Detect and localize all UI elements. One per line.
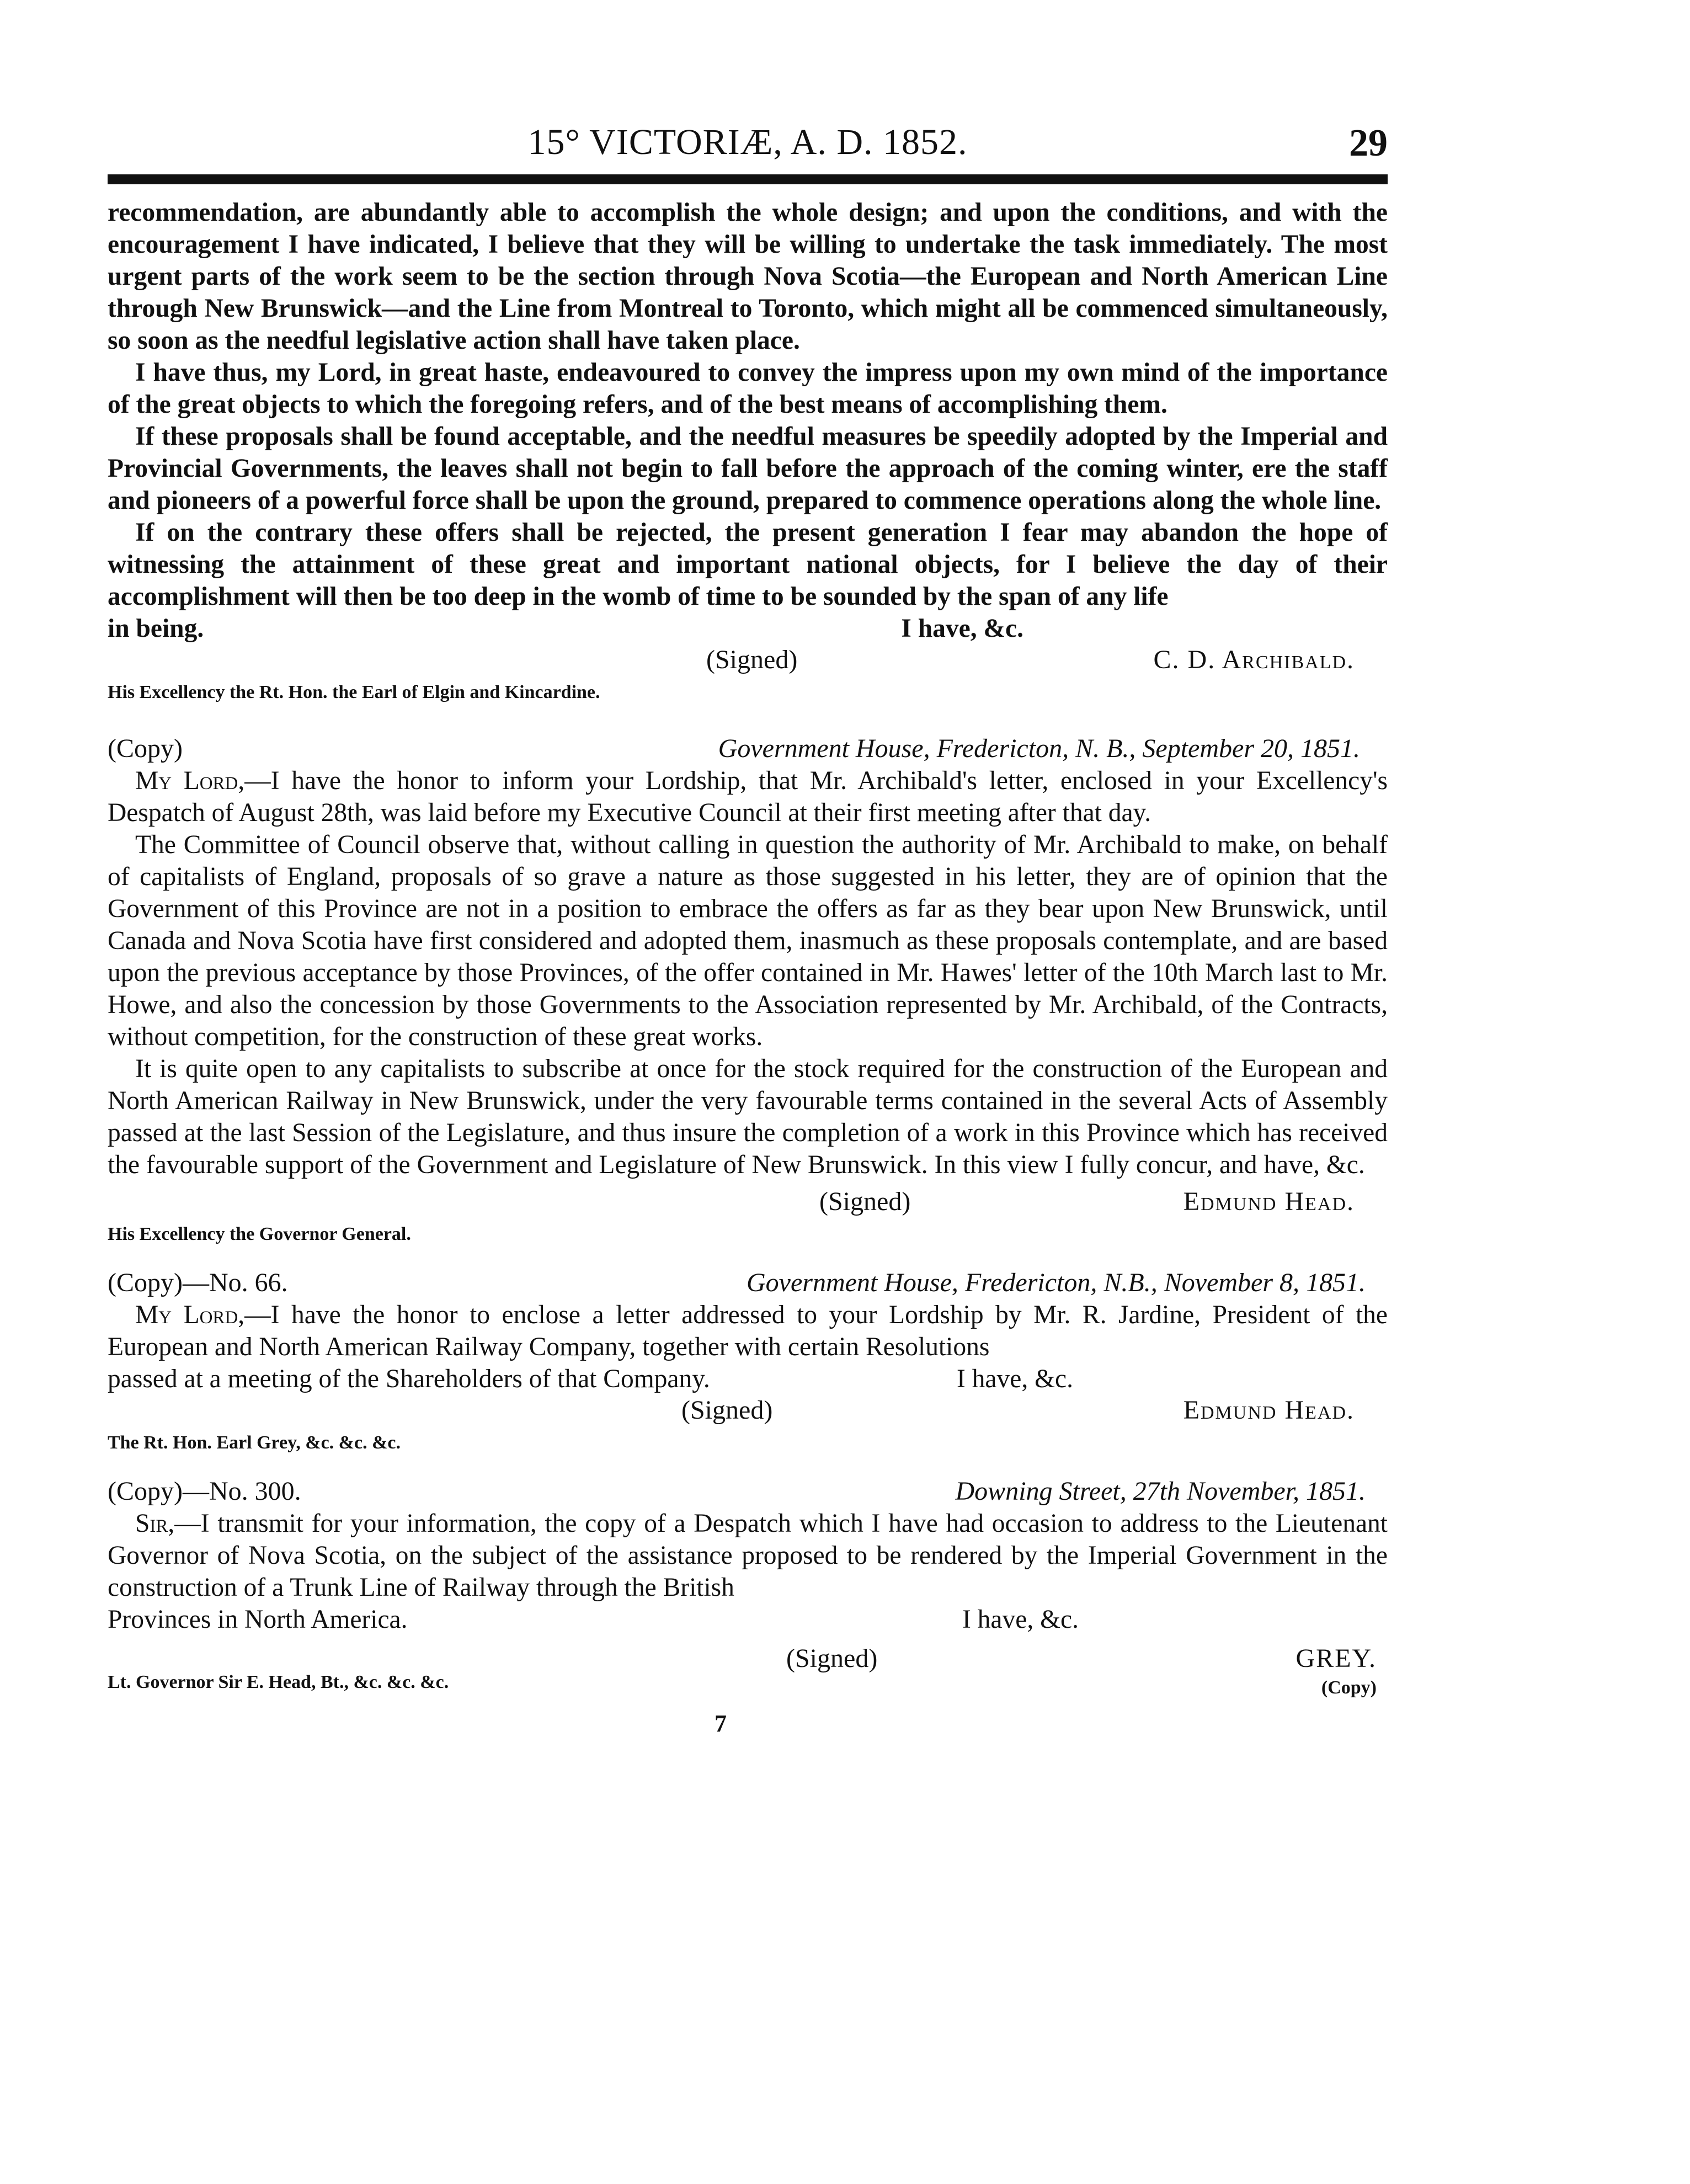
page-number: 29 <box>1349 122 1388 164</box>
signed-label: (Signed) <box>706 645 798 674</box>
signed-label: (Signed) <box>681 1395 773 1425</box>
place-date: Government House, Fredericton, N.B., November 8, 1851. <box>747 1268 1366 1297</box>
complimentary-close: I have, &c. <box>962 1605 1079 1634</box>
copy-heading <box>108 1475 1388 1508</box>
document-page <box>108 105 1388 1737</box>
copy-label: (Copy) <box>108 734 183 763</box>
closing-line <box>108 612 1388 644</box>
copy-label: (Copy)—No. 66. <box>108 1268 288 1297</box>
signer-name: Edmund Head. <box>1183 1187 1355 1216</box>
copy-label: (Copy)—No. 300. <box>108 1477 301 1506</box>
addressee: Lt. Governor Sir E. Head, Bt., &c. &c. &c. <box>108 1672 449 1692</box>
salutation: Sir, <box>135 1509 175 1538</box>
head-letter-2 <box>108 1299 1388 1395</box>
final-signature-row <box>108 1644 1388 1737</box>
archibald-letter <box>108 196 1388 644</box>
signed-label: (Signed) <box>819 1187 911 1216</box>
addressee: The Rt. Hon. Earl Grey, &c. &c. &c. <box>108 1432 401 1453</box>
header-rule <box>108 174 1388 184</box>
signature-row <box>108 644 1388 680</box>
addressee: His Excellency the Governor General. <box>108 1224 411 1244</box>
signer-name: C. D. Archibald. <box>1153 645 1355 674</box>
paragraph: If on the contrary these offers shall be rejected, the present generation I fear may abandon the hope of witnessing the attainment of these great and important national objects, for I believe the day of their accomplishment will then be too deep in the womb of time to be sounded by the span of any life <box>108 518 1388 611</box>
signature-row <box>108 1186 1388 1222</box>
complimentary-close: I have, &c. <box>956 1365 1073 1393</box>
signature-row <box>108 1395 1388 1430</box>
copy-heading <box>108 733 1388 765</box>
paragraph <box>108 765 1388 829</box>
copy-heading <box>108 1267 1388 1299</box>
paragraph: It is quite open to any capitalists to subscribe at once for the stock required for the construction of the European and North American Railway in New Brunswick, under the very favourable terms contained in the several Acts of Assembly passed at the last Session of the Legislature, and thus insure the completion of a work in this Province which has received the favourable support of the Government and Legislature of New Brunswick. In this view I fully concur, and have, &c. <box>108 1054 1388 1179</box>
grey-letter <box>108 1508 1388 1636</box>
paragraph: The Committee of Council observe that, without calling in question the authority of Mr. Archibald to make, on behalf of capitalists of England, proposals of so grave a nature as those suggested in his letter, they are of opinion that the Government of this Province are not in a position to embrace the offers as far as they bear upon New Brunswick, until Canada and Nova Scotia have first considered and adopted them, inasmuch as these proposals contemplate, and are based upon the previous acceptance by those Provinces, of the offer contained in Mr. Hawes' letter of the 10th March last to Mr. Howe, and also the concession by those Governments to the Association represented by Mr. Archibald, of the Contracts, without competition, for the construction of these great works. <box>108 830 1388 1051</box>
closing-text: Provinces in North America. <box>108 1605 408 1634</box>
complimentary-close: I have, &c. <box>901 614 1023 643</box>
closing-text: passed at a meeting of the Shareholders of that Company. <box>108 1365 710 1393</box>
paragraph-text: —I have the honor to inform your Lordship, that Mr. Archibald's letter, enclosed in your Excellency's Despatch of August 28th, was laid before my Executive Council at their first meeting after that day. <box>108 766 1388 827</box>
head-letter-1 <box>108 765 1388 1181</box>
closing-line <box>108 1604 1388 1636</box>
paragraph <box>108 1508 1388 1604</box>
paragraph: I have thus, my Lord, in great haste, endeavoured to convey the impress upon my own mind of the importance of the great objects to which the foregoing refers, and of the best means of accomplishing them. <box>108 358 1388 419</box>
addressee: His Excellency the Rt. Hon. the Earl of Elgin and Kincardine. <box>108 682 600 702</box>
catchword: (Copy) <box>1321 1677 1377 1698</box>
signer-name: GREY. <box>1296 1644 1377 1673</box>
salutation: My Lord, <box>135 766 245 795</box>
paragraph-text: —I have the honor to enclose a letter addressed to your Lordship by Mr. R. Jardine, President of the European and North American Railway Company, together with certain Resolutions <box>108 1301 1388 1361</box>
paragraph-text: —I transmit for your information, the copy of a Despatch which I have had occasion to address to the Lieutenant Governor of Nova Scotia, on the subject of the assistance proposed to be rendered by the Imperial Government in the construction of a Trunk Line of Railway through the British <box>108 1509 1388 1602</box>
paragraph: If these proposals shall be found acceptable, and the needful measures be speedily adopted by the Imperial and Provincial Governments, the leaves shall not begin to fall before the approach of the coming winter, ere the staff and pioneers of a powerful force shall be upon the ground, prepared to commence operations along the whole line. <box>108 422 1388 515</box>
signed-label: (Signed) <box>786 1644 878 1673</box>
place-date: Government House, Fredericton, N. B., September 20, 1851. <box>718 734 1360 763</box>
salutation: My Lord, <box>135 1301 245 1329</box>
signature-mark: 7 <box>715 1710 727 1737</box>
header-title: 15° VICTORIÆ, A. D. 1852. <box>527 122 968 162</box>
running-header <box>108 105 1388 171</box>
paragraph <box>108 1299 1388 1363</box>
place-date: Downing Street, 27th November, 1851. <box>955 1477 1366 1506</box>
signer-name: Edmund Head. <box>1183 1395 1355 1425</box>
closing-text: in being. <box>108 614 204 643</box>
closing-line <box>108 1363 1388 1395</box>
paragraph: recommendation, are abundantly able to accomplish the whole design; and upon the conditions, and with the encouragement I have indicated, I believe that they will be willing to undertake the task immediately. The most urgent parts of the work seem to be the section through Nova Scotia—the European and North American Line through New Brunswick—and the Line from Montreal to Toronto, which might all be commenced simultaneously, so soon as the needful legislative action shall have taken place. <box>108 198 1388 355</box>
